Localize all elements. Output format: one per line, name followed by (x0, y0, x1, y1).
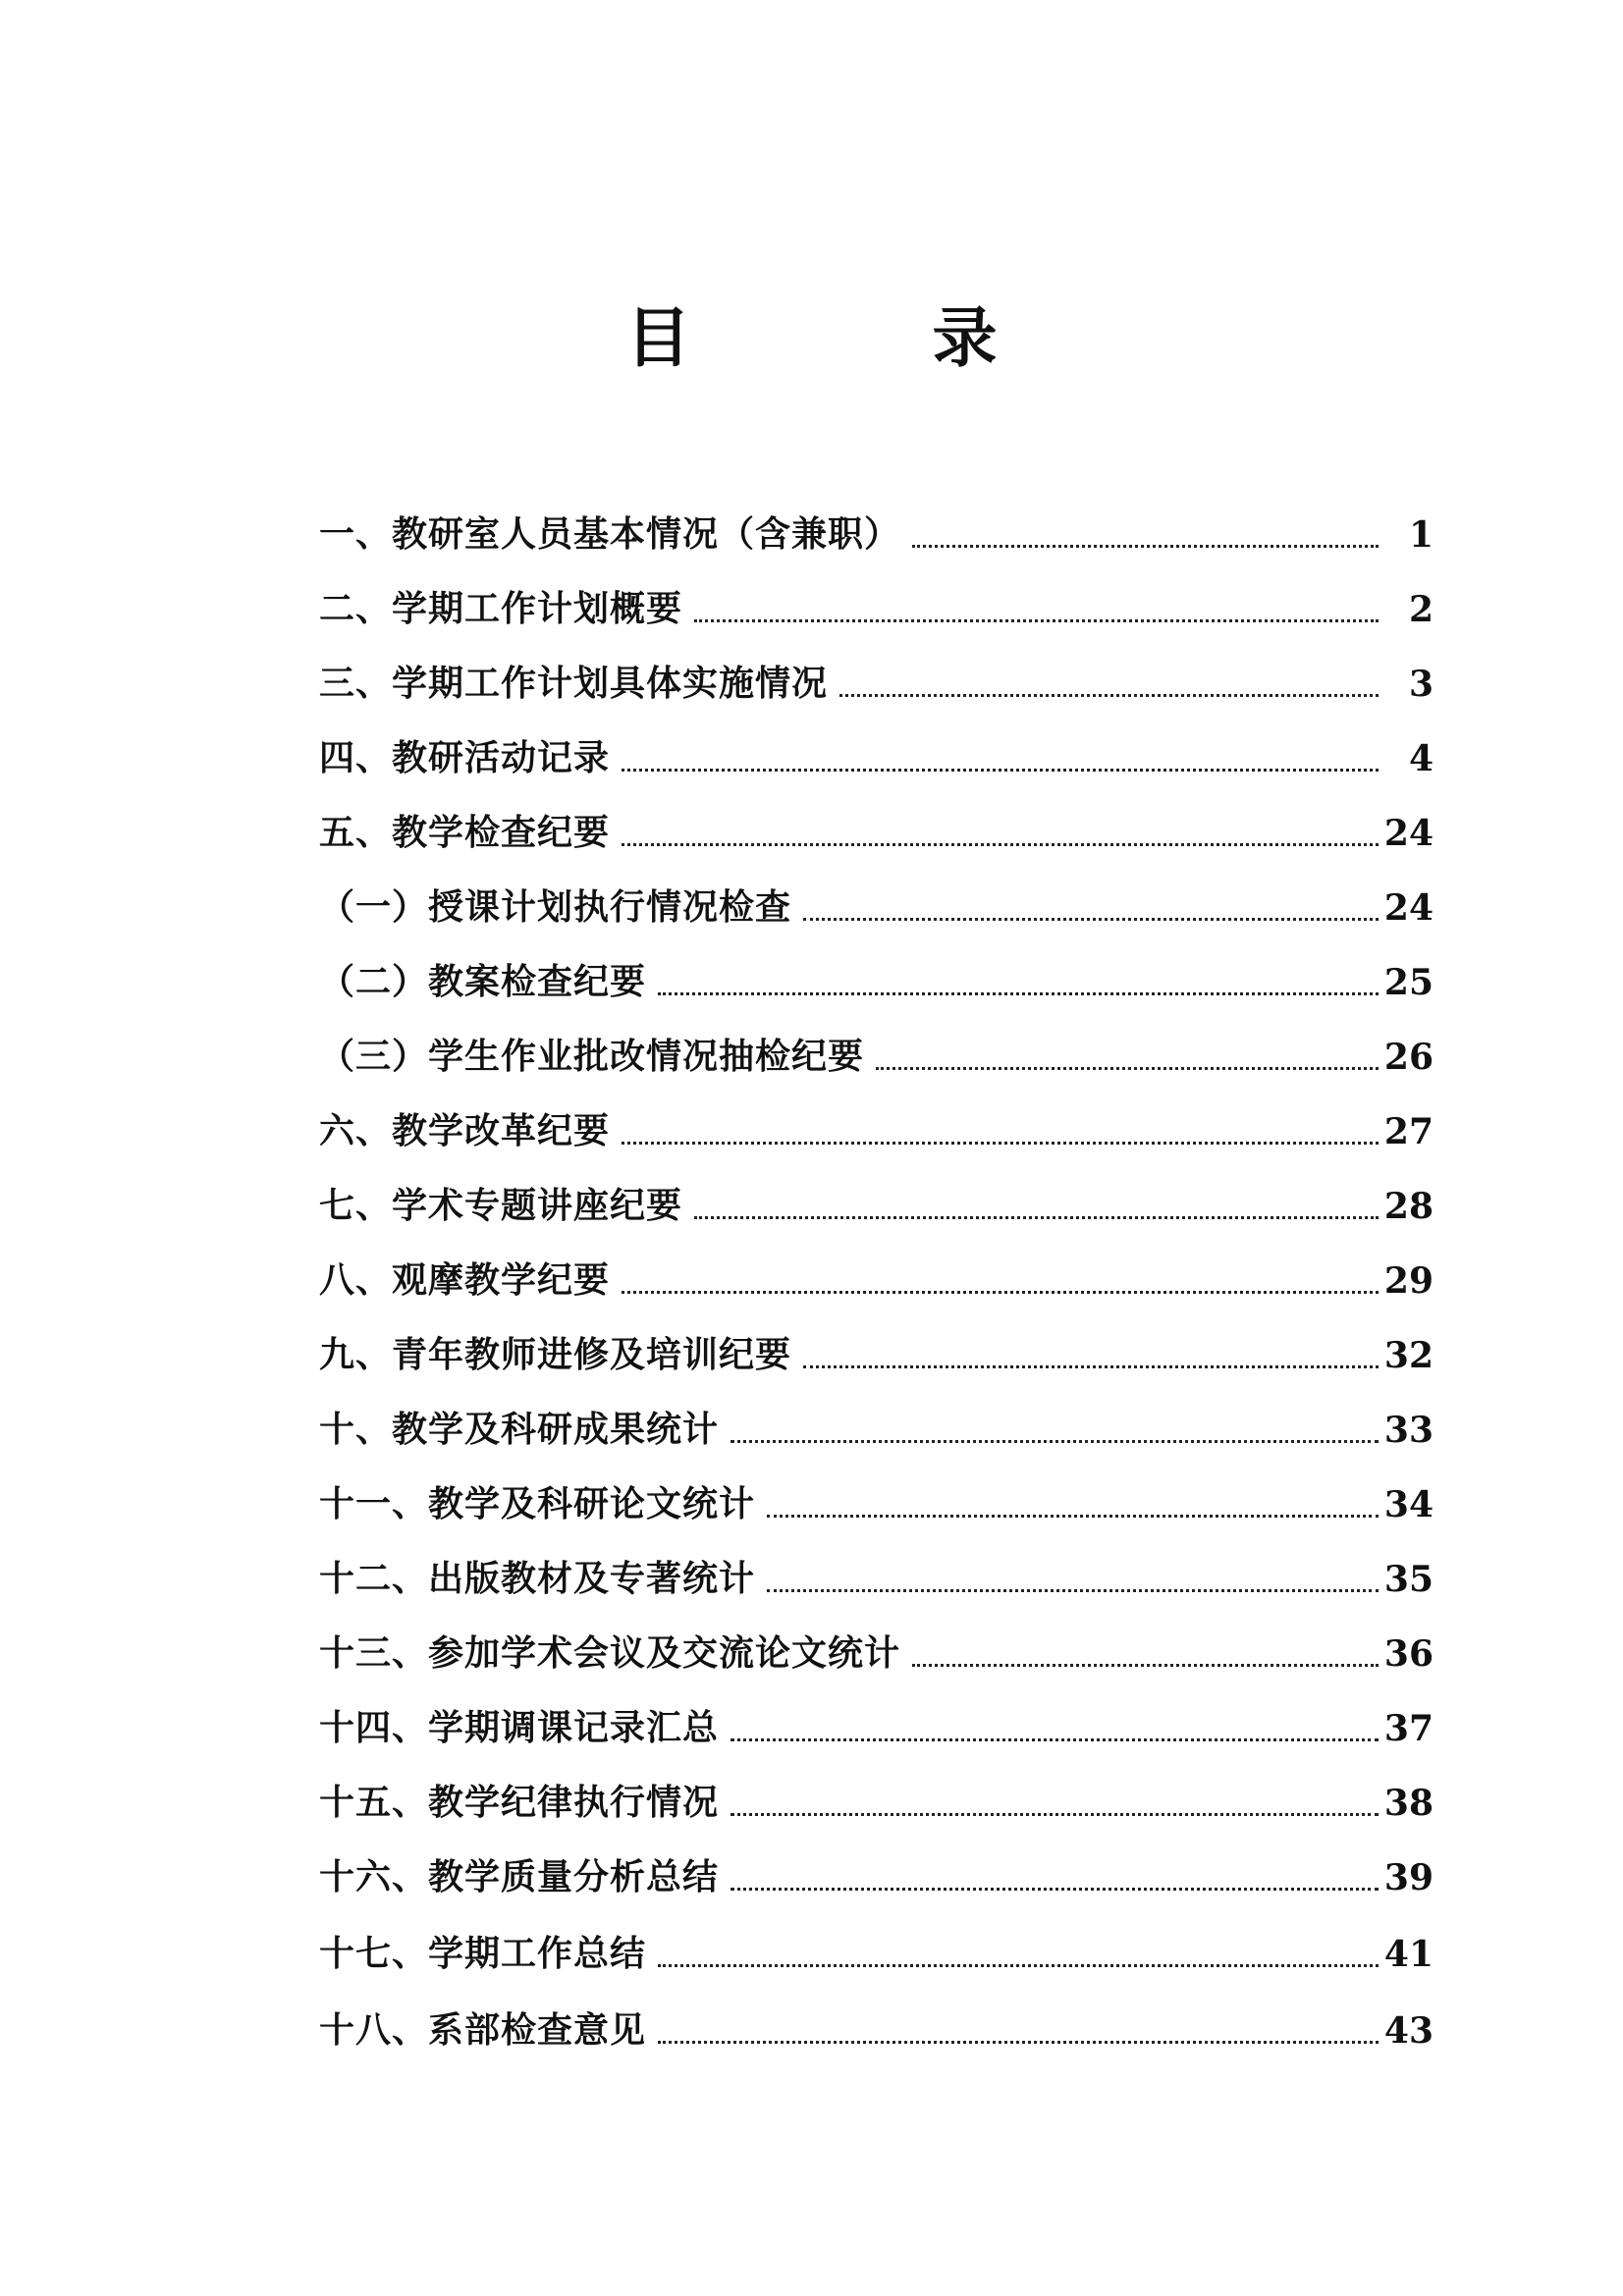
toc-entry-label: 三、学期工作计划具体实施情况 (319, 664, 829, 704)
toc-dot-leader (730, 1813, 1379, 1816)
toc-entry-label: （二）教案检查纪要 (319, 962, 647, 1002)
toc-entry-page: 37 (1383, 1708, 1434, 1749)
toc-entry-page: 4 (1408, 738, 1434, 779)
toc-dot-leader (622, 1142, 1379, 1145)
toc-entry[interactable] (319, 575, 1434, 634)
toc-subentry[interactable] (319, 948, 1434, 1007)
toc-dot-leader (912, 545, 1379, 548)
toc-entry[interactable] (319, 1247, 1434, 1306)
toc-dot-leader (767, 1589, 1379, 1592)
toc-entry-page: 38 (1383, 1783, 1434, 1824)
toc-dot-leader (694, 619, 1379, 622)
toc-dot-leader (876, 1067, 1379, 1070)
toc-entry-label: 九、青年教师进修及培训纪要 (319, 1335, 792, 1375)
toc-dot-leader (730, 1738, 1379, 1741)
toc-entry-page: 39 (1383, 1857, 1434, 1898)
toc-entry-page: 35 (1383, 1559, 1434, 1600)
toc-entry-label: 八、观摩教学纪要 (319, 1260, 611, 1301)
toc-entry-label: （一）授课计划执行情况检查 (319, 887, 792, 928)
toc-entry-label: 十一、教学及科研论文统计 (319, 1484, 756, 1524)
toc-entry-label: 二、学期工作计划概要 (319, 589, 683, 629)
toc-entry-page: 24 (1383, 887, 1434, 929)
toc-entry[interactable] (319, 650, 1434, 709)
toc-dot-leader (767, 1515, 1379, 1518)
toc-entry[interactable] (319, 799, 1434, 858)
toc-dot-leader (912, 1664, 1379, 1667)
toc-entry-label: 七、学术专题讲座纪要 (319, 1186, 683, 1226)
toc-entry[interactable] (319, 1470, 1434, 1529)
toc-entry-label: 十三、参加学术会议及交流论文统计 (319, 1633, 901, 1674)
toc-entry[interactable] (319, 724, 1434, 783)
toc-entry-label: 十四、学期调课记录汇总 (319, 1708, 720, 1748)
page-title: 目 录 (625, 300, 1086, 376)
toc-entry[interactable] (319, 1769, 1434, 1828)
table-of-contents (0, 501, 1623, 2071)
toc-entry[interactable] (319, 1172, 1434, 1231)
toc-entry-page: 43 (1383, 2010, 1434, 2052)
toc-entry-label: 五、教学检查纪要 (319, 813, 611, 853)
toc-entry-page: 3 (1408, 664, 1434, 705)
toc-entry-label: 十七、学期工作总结 (319, 1934, 647, 1974)
toc-dot-leader (730, 1888, 1379, 1891)
toc-entry-label: 四、教研活动记录 (319, 738, 611, 778)
toc-entry-page: 25 (1383, 962, 1434, 1003)
toc-subentry[interactable] (319, 1023, 1434, 1082)
toc-entry[interactable] (319, 1097, 1434, 1156)
toc-entry-page: 27 (1383, 1111, 1434, 1152)
toc-entry[interactable] (319, 1997, 1434, 2056)
toc-dot-leader (622, 769, 1379, 772)
toc-dot-leader (803, 918, 1379, 921)
toc-entry-label: 十、教学及科研成果统计 (319, 1410, 720, 1450)
toc-entry-page: 41 (1383, 1934, 1434, 1975)
toc-entry[interactable] (319, 501, 1434, 560)
toc-dot-leader (803, 1365, 1379, 1368)
toc-entry[interactable] (319, 1620, 1434, 1679)
toc-dot-leader (658, 992, 1379, 995)
toc-entry[interactable] (319, 1396, 1434, 1455)
toc-entry-page: 34 (1383, 1484, 1434, 1525)
toc-entry-label: 一、教研室人员基本情况（含兼职） (319, 514, 901, 555)
toc-entry-page: 26 (1383, 1037, 1434, 1078)
toc-entry-label: 十八、系部检查意见 (319, 2010, 647, 2051)
toc-entry-page: 36 (1383, 1633, 1434, 1675)
toc-entry-label: 十六、教学质量分析总结 (319, 1857, 720, 1897)
toc-dot-leader (730, 1440, 1379, 1443)
toc-entry-page: 33 (1383, 1410, 1434, 1451)
toc-dot-leader (839, 694, 1379, 697)
toc-dot-leader (658, 2041, 1379, 2044)
toc-entry[interactable] (319, 1321, 1434, 1380)
toc-entry-page: 29 (1383, 1260, 1434, 1302)
toc-entry-page: 1 (1408, 514, 1434, 556)
toc-entry-label: 十二、出版教材及专著统计 (319, 1559, 756, 1599)
toc-subentry[interactable] (319, 874, 1434, 933)
toc-entry[interactable] (319, 1843, 1434, 1902)
toc-entry-page: 32 (1383, 1335, 1434, 1376)
toc-entry-page: 2 (1408, 589, 1434, 630)
toc-dot-leader (622, 1291, 1379, 1294)
toc-entry-label: 十五、教学纪律执行情况 (319, 1783, 720, 1823)
toc-entry[interactable] (319, 1920, 1434, 1979)
toc-dot-leader (658, 1964, 1379, 1967)
toc-entry-page: 28 (1383, 1186, 1434, 1227)
toc-entry-label: （三）学生作业批改情况抽检纪要 (319, 1037, 865, 1077)
toc-dot-leader (694, 1216, 1379, 1219)
toc-entry[interactable] (319, 1694, 1434, 1753)
toc-entry-page: 24 (1383, 813, 1434, 854)
toc-dot-leader (622, 843, 1379, 846)
toc-entry-label: 六、教学改革纪要 (319, 1111, 611, 1151)
toc-entry[interactable] (319, 1545, 1434, 1604)
